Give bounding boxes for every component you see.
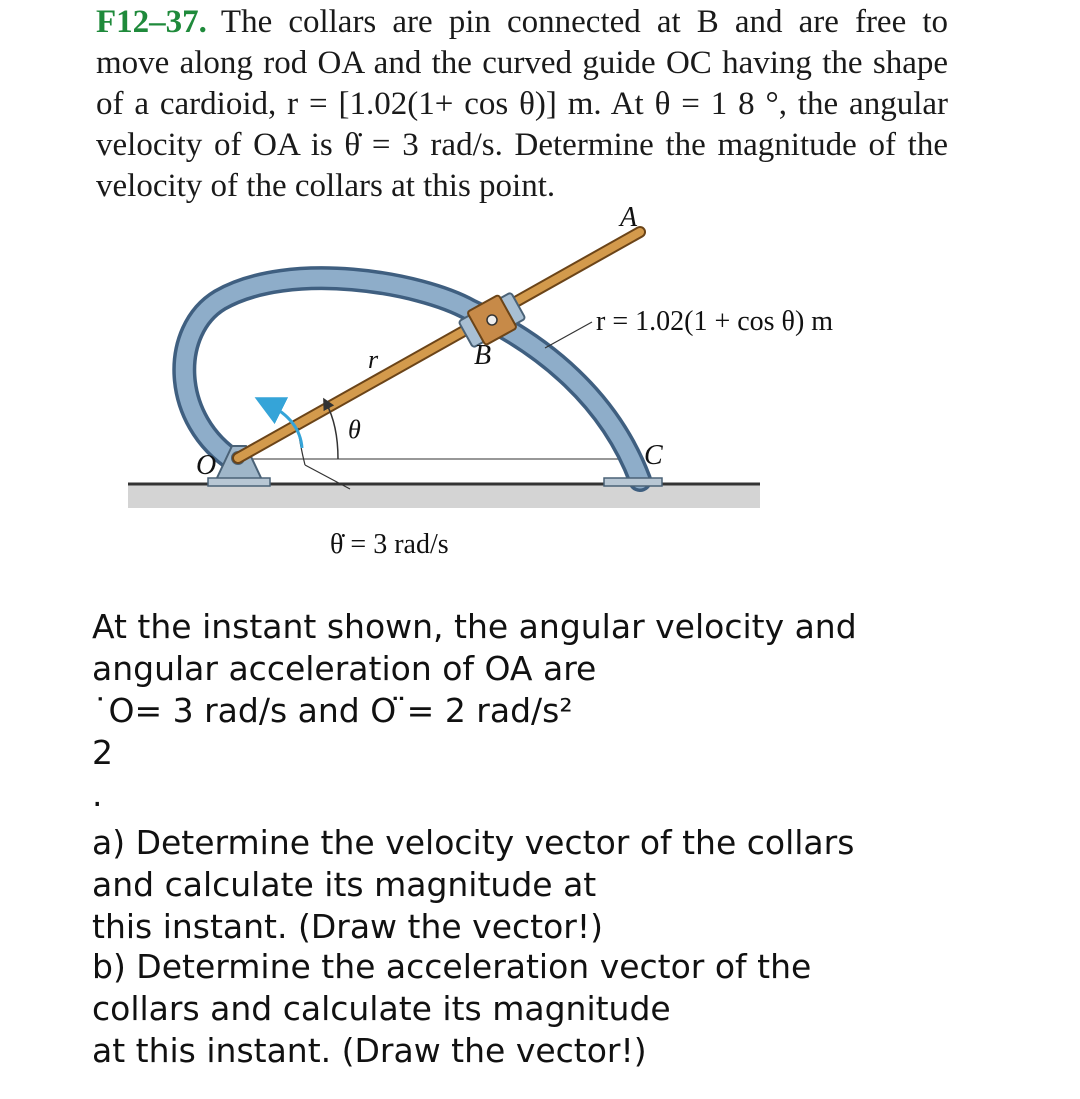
- cardioid-figure: [0, 200, 1080, 570]
- label-B: B: [474, 340, 492, 371]
- label-O: O: [196, 450, 217, 481]
- problem-number: F12–37.: [96, 4, 207, 40]
- question-intro: At the instant shown, the angular velocity and angular acceleration of OA are ˙O= 3 rad/s and O ̈= 2 rad/s² 2 .: [92, 607, 857, 814]
- problem-statement: [96, 2, 948, 207]
- problem-text: The collars are pin connected at B and are free to move along rod OA and the curved guide OC having the shape of a cardioid, r = [1.02(1+ cos θ)] m. At θ = 1 8 °, the angular velocity of OA is θ̇ = 3 rad/s. Determine the magnitude of the velocity of the collars at this point.: [96, 4, 948, 204]
- support-C: [604, 478, 662, 486]
- question-part-a: a) Determine the velocity vector of the collars and calculate its magnitude at this instant. (Draw the vector!): [92, 823, 855, 946]
- label-A: A: [620, 202, 638, 233]
- label-theta: θ: [348, 415, 361, 444]
- label-C: C: [644, 440, 663, 471]
- label-r: r: [368, 345, 379, 374]
- equation-r: r = 1.02(1 + cos θ) m: [596, 306, 834, 337]
- question-part-b: b) Determine the acceleration vector of the collars and calculate its magnitude at this instant. (Draw the vector!): [92, 947, 812, 1070]
- ground: [128, 484, 760, 508]
- theta-dot-label: θ̇ = 3 rad/s: [330, 529, 449, 560]
